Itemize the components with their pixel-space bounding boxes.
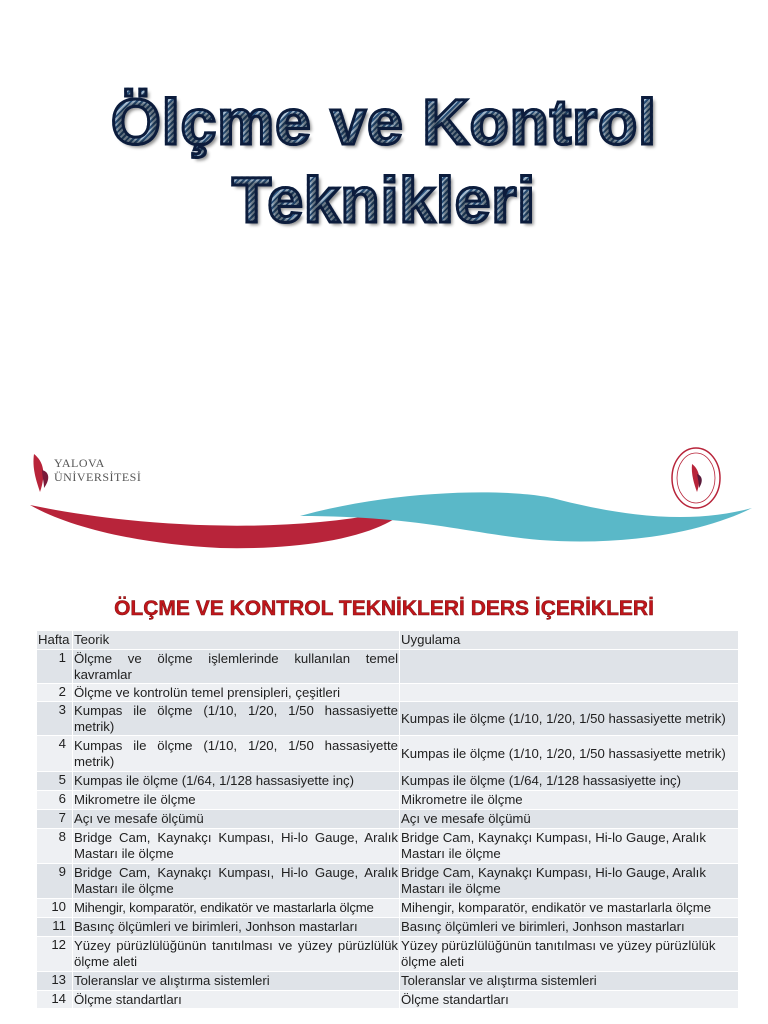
week-cell: 4: [37, 736, 73, 772]
table-row: [37, 899, 739, 918]
course-contents-title: ÖLÇME VE KONTROL TEKNİKLERİ DERS İÇERİKLERİ: [114, 597, 654, 620]
table-row: [37, 684, 739, 702]
week-cell: 2: [37, 684, 73, 702]
table-row: [37, 702, 739, 736]
table-row: [37, 829, 739, 864]
table-row: [37, 736, 739, 772]
week-cell: 14: [37, 991, 73, 1009]
week-cell: 10: [37, 899, 73, 918]
theory-cell: Ölçme ve ölçme işlemlerinde kullanılan temel kavramlar: [74, 650, 398, 682]
header-theory: Teorik: [73, 631, 400, 650]
week-cell: 5: [37, 772, 73, 791]
practice-cell: [400, 650, 739, 684]
theory-cell: Açı ve mesafe ölçümü: [73, 810, 400, 829]
practice-cell: Kumpas ile ölçme (1/10, 1/20, 1/50 hassasiyette metrik): [400, 702, 739, 736]
practice-cell: Mihengir, komparatör, endikatör ve mastarlarla ölçme: [400, 899, 739, 918]
theory-cell: Mihengir, komparatör, endikatör ve mastarlarla ölçme: [73, 899, 400, 918]
table-header-row: [37, 631, 739, 650]
practice-cell: Basınç ölçümleri ve birimleri, Jonhson mastarları: [400, 918, 739, 937]
week-cell: 12: [37, 937, 73, 972]
week-cell: 3: [37, 702, 73, 736]
practice-cell: Kumpas ile ölçme (1/64, 1/128 hassasiyette inç): [400, 772, 739, 791]
practice-cell: Ölçme standartları: [400, 991, 739, 1009]
practice-cell: Toleranslar ve alıştırma sistemleri: [400, 972, 739, 991]
practice-cell: Yüzey pürüzlülüğünün tanıtılması ve yüzey pürüzlülük ölçme aleti: [400, 937, 739, 972]
university-logo-text: [54, 456, 141, 484]
table-row: [37, 810, 739, 829]
theory-cell: Toleranslar ve alıştırma sistemleri: [73, 972, 400, 991]
week-cell: 7: [37, 810, 73, 829]
theory-cell: Basınç ölçümleri ve birimleri, Jonhson mastarları: [73, 918, 400, 937]
theory-cell: Mikrometre ile ölçme: [73, 791, 400, 810]
practice-cell: Mikrometre ile ölçme: [400, 791, 739, 810]
logo-line-1: YALOVA: [54, 456, 105, 470]
week-cell: 13: [37, 972, 73, 991]
yalova-logo-icon: [30, 452, 52, 496]
practice-cell: Bridge Cam, Kaynakçı Kumpası, Hi-lo Gauge, Aralık Mastarı ile ölçme: [400, 829, 739, 864]
header-week: Hafta: [37, 631, 73, 650]
theory-cell: Kumpas ile ölçme (1/10, 1/20, 1/50 hassasiyette metrik): [74, 702, 398, 734]
cover-title-line-1: Ölçme ve Kontrol: [0, 84, 768, 160]
theory-cell: Yüzey pürüzlülüğünün tanıtılması ve yüzey pürüzlülük ölçme aleti: [73, 937, 400, 972]
week-cell: 9: [37, 864, 73, 899]
table-row: [37, 918, 739, 937]
table-row: [37, 937, 739, 972]
table-row: [37, 650, 739, 684]
table-row: [37, 972, 739, 991]
practice-cell: [400, 684, 739, 702]
theory-cell: Bridge Cam, Kaynakçı Kumpası, Hi-lo Gauge, Aralık Mastarı ile ölçme: [73, 864, 400, 899]
practice-cell: Açı ve mesafe ölçümü: [400, 810, 739, 829]
logo-line-2: ÜNİVERSİTESİ: [54, 470, 142, 484]
practice-cell: Kumpas ile ölçme (1/10, 1/20, 1/50 hassasiyette metrik): [400, 736, 739, 772]
theory-cell: Ölçme standartları: [73, 991, 400, 1009]
theory-cell: Kumpas ile ölçme (1/64, 1/128 hassasiyette inç): [73, 772, 400, 791]
theory-cell: Kumpas ile ölçme (1/10, 1/20, 1/50 hassasiyette metrik): [73, 736, 400, 772]
practice-cell: Bridge Cam, Kaynakçı Kumpası, Hi-lo Gauge, Aralık Mastarı ile ölçme: [400, 864, 739, 899]
week-cell: 8: [37, 829, 73, 864]
course-contents-table: [36, 630, 739, 1009]
table-row: [37, 991, 739, 1009]
theory-cell: Bridge Cam, Kaynakçı Kumpası, Hi-lo Gauge, Aralık Mastarı ile ölçme: [73, 829, 400, 864]
cover-title-line-2: Teknikleri: [0, 162, 768, 238]
header-practice: Uygulama: [400, 631, 739, 650]
week-cell: 11: [37, 918, 73, 937]
table-row: [37, 864, 739, 899]
week-cell: 1: [37, 650, 73, 684]
table-row: [37, 772, 739, 791]
table-row: [37, 791, 739, 810]
university-seal-icon: [670, 446, 722, 510]
week-cell: 6: [37, 791, 73, 810]
theory-cell: Ölçme ve kontrolün temel prensipleri, çeşitleri: [73, 684, 400, 702]
